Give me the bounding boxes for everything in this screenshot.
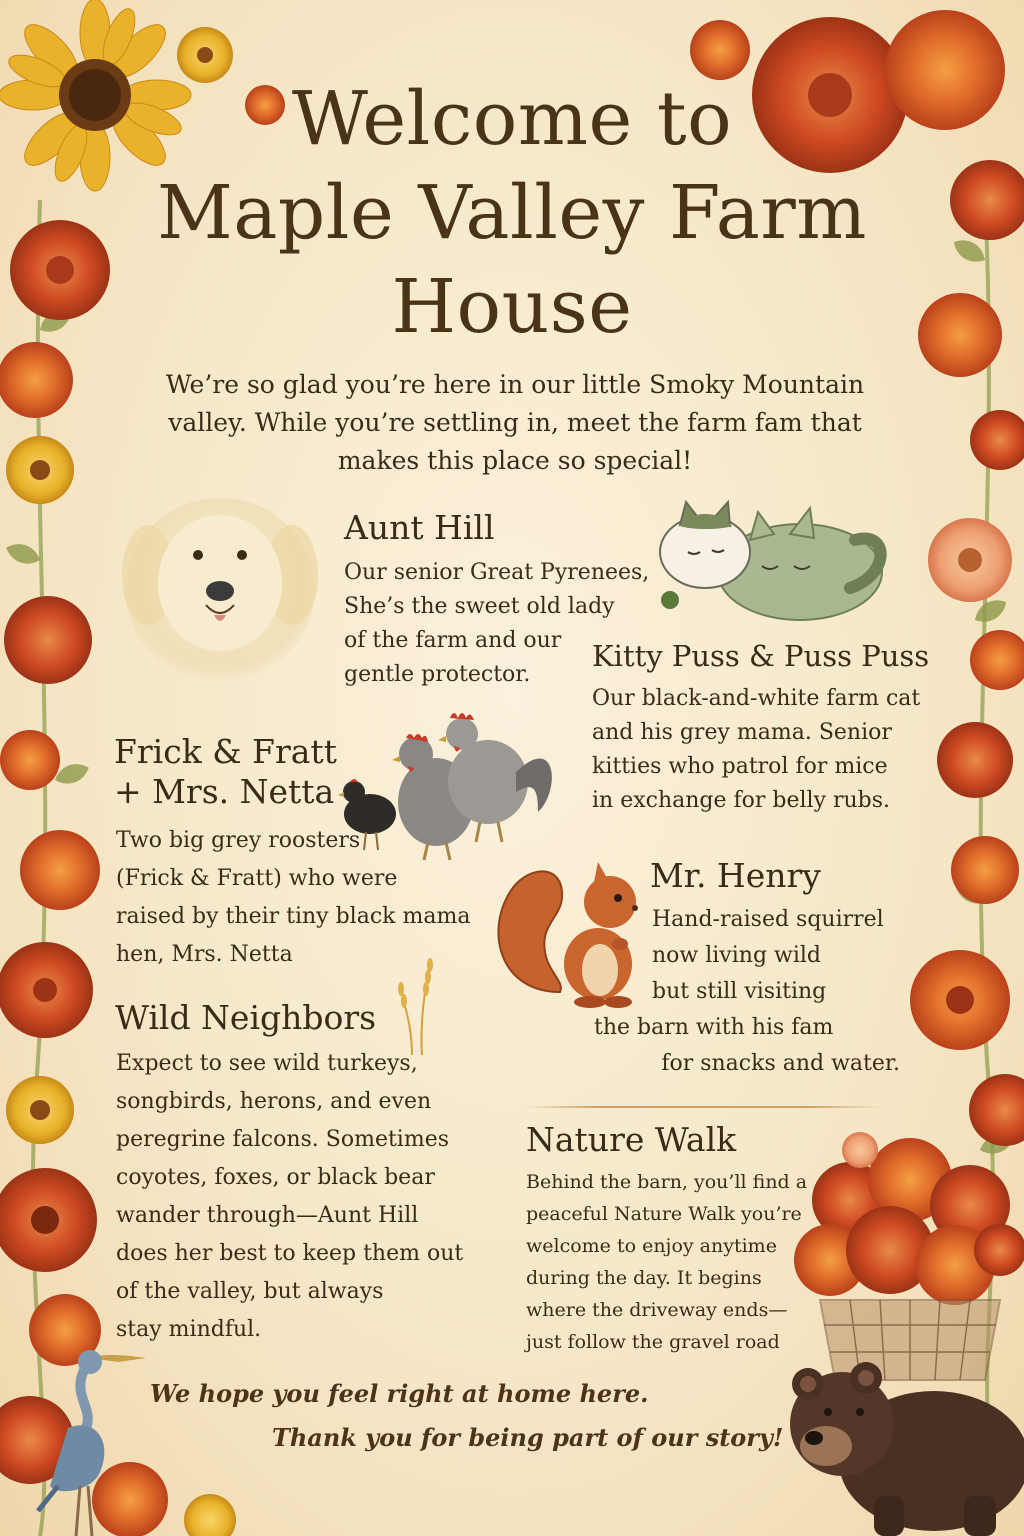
frick-fratt-line-2: (Frick & Fratt) who were: [116, 866, 398, 891]
wild-neighbors-line-2: songbirds, herons, and even: [116, 1089, 432, 1114]
nature-walk-line-6: just follow the gravel road: [526, 1331, 780, 1353]
text-nature-walk: [526, 1166, 807, 1358]
heading-nature-walk: Nature Walk: [526, 1120, 737, 1159]
mr-henry-line-2: now living wild: [652, 943, 822, 968]
kitty-puss-line-3: kitties who patrol for mice: [592, 754, 888, 779]
intro-text: We’re so glad you’re here in our little Smoky Mountain valley. While you’re settling in, meet the farm fam that makes this place so special!: [165, 370, 865, 475]
heron-illustration: [28, 1336, 148, 1536]
heading-aunt-hill: Aunt Hill: [344, 508, 495, 547]
closing-line-1: We hope you feel right at home here.: [150, 1379, 649, 1408]
aunt-hill-line-4: gentle protector.: [344, 662, 531, 687]
frick-fratt-line-1: Two big grey roosters: [116, 828, 361, 853]
text-frick-fratt: [116, 822, 470, 974]
title-line-3: House: [391, 264, 633, 350]
frick-fratt-heading-line-1: Frick & Fratt: [114, 732, 337, 771]
nature-walk-line-1: Behind the barn, you’ll find a: [526, 1171, 808, 1193]
nature-walk-line-4: during the day. It begins: [526, 1267, 762, 1289]
wheat-illustration: [392, 955, 452, 1055]
wild-neighbors-line-3: peregrine falcons. Sometimes: [116, 1127, 450, 1152]
text-mr-henry: [594, 902, 900, 1082]
dog-illustration: [120, 495, 320, 685]
heading-kitty-puss: Kitty Puss & Puss Puss: [592, 639, 930, 673]
title-line-1: Welcome to: [291, 76, 733, 162]
cats-illustration: [650, 500, 890, 640]
kitty-puss-line-4: in exchange for belly rubs.: [592, 788, 891, 813]
frick-fratt-line-4: hen, Mrs. Netta: [116, 942, 293, 967]
closing-line-2: Thank you for being part of our story!: [272, 1423, 784, 1452]
mr-henry-line-3: but still visiting: [652, 979, 827, 1004]
section-divider: [525, 1106, 880, 1108]
heading-frick-fratt: [114, 732, 337, 812]
aunt-hill-line-3: of the farm and our: [344, 628, 562, 653]
nature-walk-line-3: welcome to enjoy anytime: [526, 1235, 777, 1257]
kitty-puss-line-1: Our black-and-white farm cat: [592, 686, 921, 711]
page-title: [80, 72, 944, 354]
wild-neighbors-line-7: of the valley, but always: [116, 1279, 384, 1304]
kitty-puss-line-2: and his grey mama. Senior: [592, 720, 892, 745]
text-kitty-puss: [592, 682, 920, 818]
mr-henry-line-4: the barn with his fam: [594, 1015, 834, 1040]
text-wild-neighbors: [116, 1045, 463, 1349]
bear-illustration: [784, 1346, 1024, 1536]
wild-neighbors-line-5: wander through—Aunt Hill: [116, 1203, 419, 1228]
heading-wild-neighbors: Wild Neighbors: [115, 998, 377, 1037]
wild-neighbors-line-8: stay mindful.: [116, 1317, 262, 1342]
wild-neighbors-line-1: Expect to see wild turkeys,: [116, 1051, 418, 1076]
nature-walk-line-5: where the driveway ends—: [526, 1299, 788, 1321]
wild-neighbors-line-4: coyotes, foxes, or black bear: [116, 1165, 435, 1190]
title-line-2: Maple Valley Farm: [157, 170, 867, 256]
heading-mr-henry: Mr. Henry: [650, 856, 821, 895]
frick-fratt-heading-line-2: + Mrs. Netta: [114, 772, 335, 811]
mr-henry-line-1: Hand-raised squirrel: [652, 907, 884, 932]
frick-fratt-line-3: raised by their tiny black mama: [116, 904, 471, 929]
aunt-hill-line-1: Our senior Great Pyrenees,: [344, 560, 650, 585]
nature-walk-line-2: peaceful Nature Walk you’re: [526, 1203, 802, 1225]
closing-message: [150, 1372, 783, 1460]
mr-henry-line-5: for snacks and water.: [661, 1051, 900, 1076]
wild-neighbors-line-6: does her best to keep them out: [116, 1241, 464, 1266]
aunt-hill-line-2: She’s the sweet old lady: [344, 594, 615, 619]
